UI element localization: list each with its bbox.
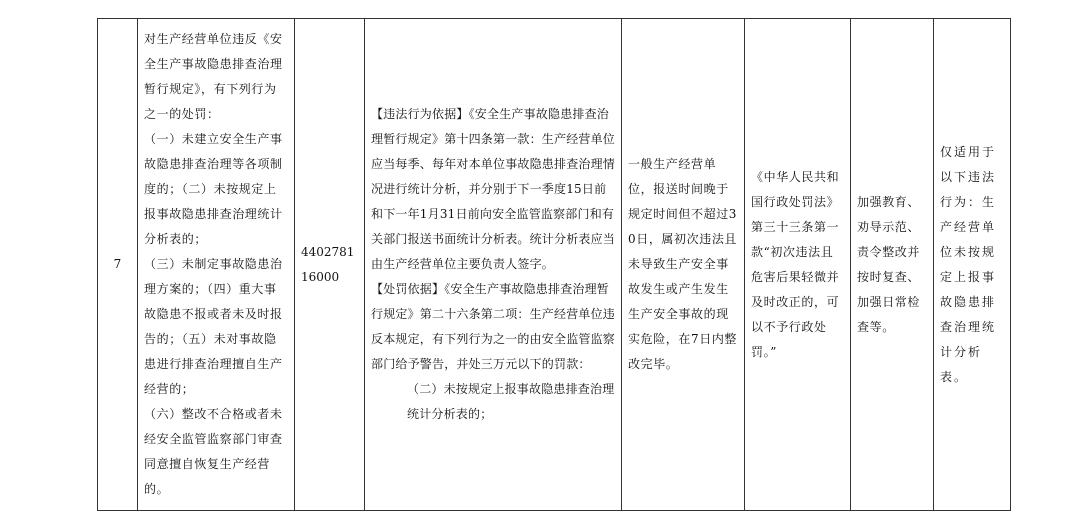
description-items-1-2: （一）未建立安全生产事故隐患排查治理等各项制度的；（二）未按规定上报事故隐患排查治理统计分析表的； (144, 132, 283, 246)
description-items-3-5: （三）未制定事故隐患治理方案的；（四）重大事故隐患不报或者未及时报告的；（五）未对事故隐患进行排查治理擅自生产经营的； (144, 257, 283, 396)
description-item-6: （六）整改不合格或者未经安全监管监察部门审查同意擅自恢复生产经营的。 (144, 407, 283, 496)
row-number-cell (98, 19, 138, 511)
item-code: 440278116000 (301, 244, 355, 284)
measures: 加强教育、劝导示范、责令整改并按时复查、加强日常检查等。 (857, 194, 921, 334)
row-number: 7 (113, 257, 122, 271)
violation-description-cell (138, 19, 295, 511)
table-row (98, 19, 1011, 511)
legal-basis-cell (365, 19, 622, 511)
scope-cell (934, 19, 1011, 511)
measures-cell (851, 19, 934, 511)
exemption-condition: 一般生产经营单位，报送时间晚于规定时间但不超过30日，属初次违法且未导致生产安全事故发生或产生发生生产安全事故的现实危险，在7日内整改完毕。 (628, 157, 738, 371)
penalty-basis-item: （二）未按规定上报事故隐患排查治理统计分析表的； (407, 382, 615, 421)
exemption-condition-cell (622, 19, 745, 511)
item-code-cell (295, 19, 365, 511)
penalty-basis: 【处罚依据】《安全生产事故隐患排查治理暂行规定》第二十六条第二项：生产经营单位违反本规定，有下列行为之一的由安全监管监察部门给予警告，并处三万元以下的罚款： (371, 282, 616, 371)
violation-basis: 【违法行为依据】《安全生产事故隐患排查治理暂行规定》第十四条第一款：生产经营单位应当每季、每年对本单位事故隐患排查治理情况进行统计分析，并分别于下一季度15日前和下一年1月31日前向安全监管监察部门和有关部门报送书面统计分析表。统计分析表应当由生产经营单位主要负责人签字。 (371, 107, 616, 271)
description-intro: 对生产经营单位违反《安全生产事故隐患排查治理暂行规定》，有下列行为之一的处罚： (144, 32, 283, 121)
scope: 仅适用于以下违法行为：生产经营单位未按规定上报事故隐患排查治理统计分析表。 (940, 144, 997, 384)
exemption-law: 《中华人民共和国行政处罚法》第三十三条第一款“初次违法且危害后果轻微并及时改正的，可以不予行政处罚。” (751, 169, 840, 359)
exemption-law-cell (745, 19, 851, 511)
penalty-exemption-table (97, 18, 1011, 511)
